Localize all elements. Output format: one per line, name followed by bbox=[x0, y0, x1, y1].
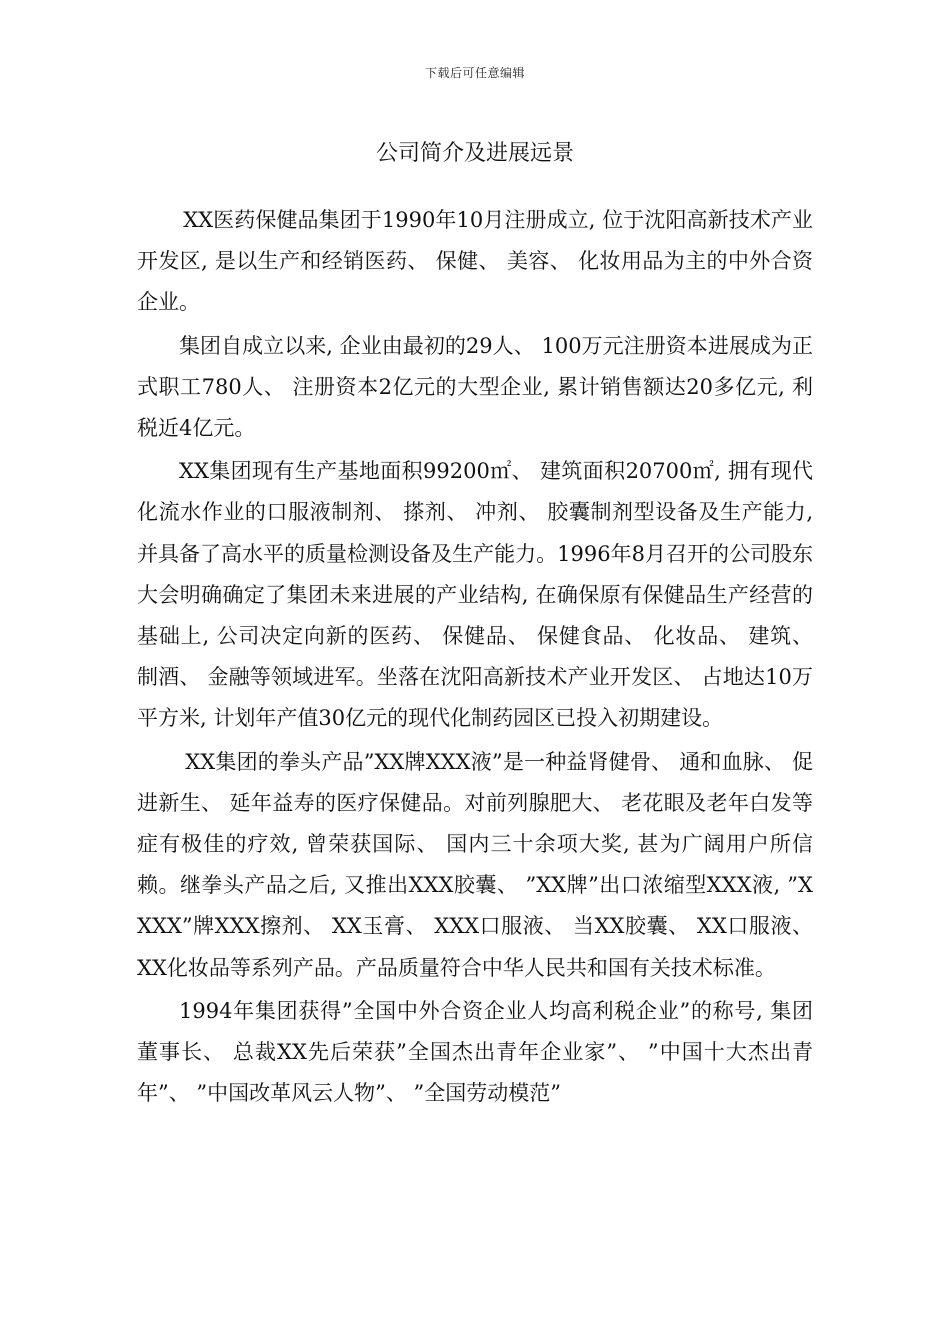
paragraph-flagship-products: XX集团的拳头产品”XX牌XXX液”是一种益肾健骨、 通和血脉、 促进新生、 延年益寿的医疗保健品。对前列腺肥大、 老花眼及老年白发等症有极佳的疗效, 曾荣获国际、 国内三十余项大奖, 甚为广阔用户所信赖。继拳头产品之后, 又推出XXX胶囊、 ”XX牌”出口浓缩型XXX液, ”XXXX”牌XXX擦剂、 XX玉膏、 XXX口服液、 当XX胶囊、 XX口服液、 XX化妆品等系列产品。产品质量符合中华人民共和国有关技术标准。 bbox=[137, 749, 813, 980]
paragraph-production-base: XX集团现有生产基地面积99200㎡、 建筑面积20700㎡, 拥有现代化流水作业的口服液制剂、 搽剂、 冲剂、 胶囊制剂型设备及生产能力, 并具备了高水平的质量检测设备及生产能力。1996年8月召开的公司股东大会明确确定了集团未来进展的产业结构, 在确保原有保健品生产经营的基础上, 公司决定向新的医药、 保健品、 保健食品、 化妆品、 建筑、 制酒、 金融等领域进军。坐落在沈阳高新技术产业开发区、 占地达10万平方米, 计划年产值30亿元的现代化制药园区已投入初期建设。 bbox=[137, 459, 813, 731]
paragraph-honors: 1994年集团获得”全国中外合资企业人均高利税企业”的称号, 集团董事长、 总裁XX先后荣获”全国杰出青年企业家”、 ”中国十大杰出青年”、 ”中国改革风云人物”、 ”全国劳动模范” bbox=[137, 998, 813, 1106]
document-body bbox=[137, 200, 813, 1114]
paragraph-company-overview: XX医药保健品集团于1990年10月注册成立, 位于沈阳高新技术产业开发区, 是以生产和经销医药、 保健、 美容、 化妆用品为主的中外合资企业。 bbox=[137, 208, 813, 315]
document-title: 公司简介及进展远景 bbox=[375, 141, 574, 166]
paragraph-growth-history: 集团自成立以来, 企业由最初的29人、 100万元注册资本进展成为正式职工780人、 注册资本2亿元的大型企业, 累计销售额达20多亿元, 利税近4亿元。 bbox=[137, 333, 813, 441]
header-note: 下载后可任意编辑 bbox=[424, 66, 525, 80]
